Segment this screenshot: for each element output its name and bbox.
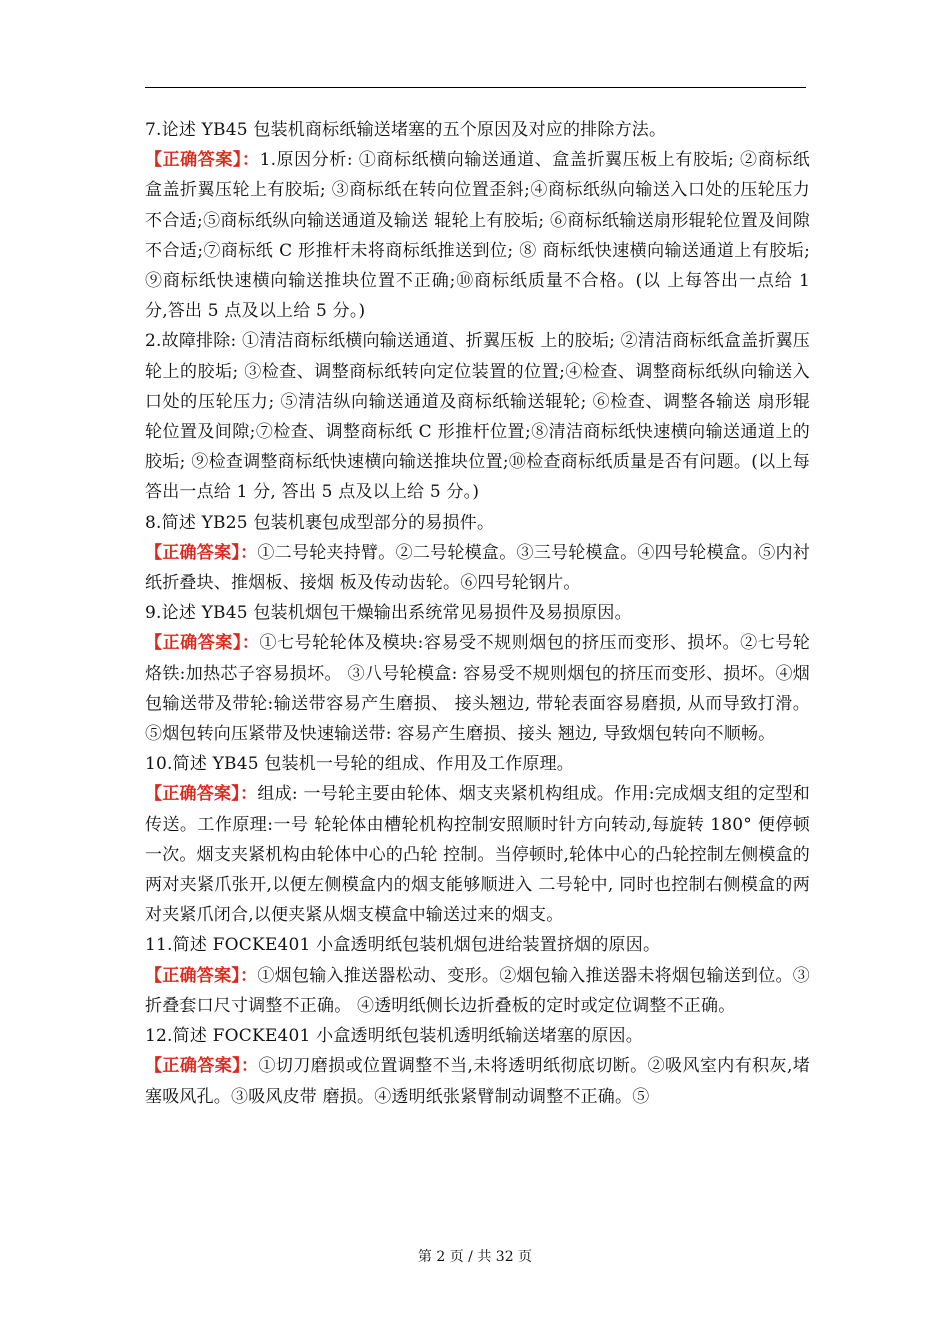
page-footer: 第 2 页 / 共 32 页 — [417, 1249, 533, 1265]
troubleshooting-7: 2.故障排除: ①清洁商标纸横向输送通道、折翼压板 上的胶垢; ②清洁商标纸盒盖折翼压轮上的胶垢; ③检查、调整商标纸转向定位装置的位置;④检查、调整商标纸纵向输送入口处的压轮压力; ⑤清洁纵向输送通道及商标纸输送辊轮; ⑥检查、调整各输送 扇形辊轮位置及间隙;⑦检查、调整商标纸 C 形推杆位置;⑧清洁商标纸快速横向输送通道上的胶垢; ⑨检查调整商标纸快速横向输送推块位置;⑩检查商标纸质量是否有问题。(以上每答出一点给 1 分, 答出 5 点及以上给 5 分。) — [145, 331, 810, 503]
answer-12 — [145, 1051, 810, 1111]
answer-8 — [145, 538, 810, 598]
question-10: 10.简述 YB45 包装机一号轮的组成、作用及工作原理。 — [145, 754, 574, 775]
answer-text: 组成: 一号轮主要由轮体、烟支夹紧机构组成。作用:完成烟支组的定型和传送。工作原理:一号 轮轮体由槽轮机构控制安照顺时针方向转动,每旋转 180° 便停顿一次。烟支夹紧机构由轮体中心的凸轮 控制。当停顿时,轮体中心的凸轮控制左侧模盒的两对夹紧爪张开,以便左侧模盒内的烟支能够顺进入 二号轮中, 同时也控制右侧模盒的两对夹紧爪闭合,以便夹紧从烟支模盒中输送过来的烟支。 — [145, 784, 810, 926]
answer-text: ①切刀磨损或位置调整不当,未将透明纸彻底切断。②吸风室内有积灰,堵塞吸风孔。③吸风皮带 磨损。④透明纸张紧臂制动调整不正确。⑤ — [145, 1056, 811, 1107]
question-8: 8.简述 YB25 包装机裹包成型部分的易损件。 — [145, 512, 495, 533]
answer-text: 1.原因分析: ①商标纸横向输送通道、盒盖折翼压板上有胶垢; ②商标纸盒盖折翼压轮上有胶垢; ③商标纸在转向位置歪斜;④商标纸纵向输送入口处的压轮压力不合适;⑤商标纸纵向输送通道及输送 辊轮上有胶垢; ⑥商标纸输送扇形辊轮位置及间隙不合适;⑦商标纸 C 形推杆未将商标纸推送到位; ⑧ 商标纸快速横向输送通道上有胶垢;⑨商标纸快速横向输送推块位置不正确;⑩商标纸质量不合格。(以 上每答出一点给 1 分,答出 5 点及以上给 5 分。) — [145, 150, 810, 322]
answer-text: ①烟包输入推送器松动、变形。②烟包输入推送器未将烟包输送到位。③折叠套口尺寸调整不正确。 ④透明纸侧长边折叠板的定时或定位调整不正确。 — [145, 965, 810, 1016]
answer-label: 【正确答案】： — [145, 965, 258, 986]
answer-text: ①七号轮轮体及模块:容易受不规则烟包的挤压而变形、损坏。②七号轮烙铁:加热芯子容易损坏。 ③八号轮模盒: 容易受不规则烟包的挤压而变形、损坏。④烟包输送带及带轮:输送带容易产生磨损、 接头翘边, 带轮表面容易磨损, 从而导致打滑。⑤烟包转向压紧带及快速输送带: 容易产生磨损、接头 翘边, 导致烟包转向不顺畅。 — [145, 633, 810, 745]
answer-label: 【正确答案】： — [145, 150, 260, 171]
question-12: 12.简述 FOCKE401 小盒透明纸包装机透明纸输送堵塞的原因。 — [145, 1026, 643, 1047]
answer-label: 【正确答案】： — [145, 633, 260, 654]
question-7: 7.论述 YB45 包装机商标纸输送堵塞的五个原因及对应的排除方法。 — [145, 120, 667, 140]
answer-label: 【正确答案】： — [145, 784, 258, 805]
question-9: 9.论述 YB45 包装机烟包干燥输出系统常见易损件及易损原因。 — [145, 603, 632, 624]
answer-10 — [145, 779, 810, 930]
answer-7 — [145, 145, 810, 326]
answer-label: 【正确答案】： — [145, 1056, 259, 1077]
answer-9 — [145, 628, 810, 749]
question-11: 11.简述 FOCKE401 小盒透明纸包装机烟包进给装置挤烟的原因。 — [145, 935, 661, 956]
document-body — [145, 115, 810, 1112]
answer-label: 【正确答案】： — [145, 542, 258, 563]
answer-11 — [145, 961, 810, 1021]
header-rule — [145, 87, 806, 88]
answer-text: ①二号轮夹持臂。②二号轮模盒。③三号轮模盒。④四号轮模盒。⑤内衬纸折叠块、推烟板、接烟 板及传动齿轮。⑥四号轮钢片。 — [145, 542, 810, 594]
